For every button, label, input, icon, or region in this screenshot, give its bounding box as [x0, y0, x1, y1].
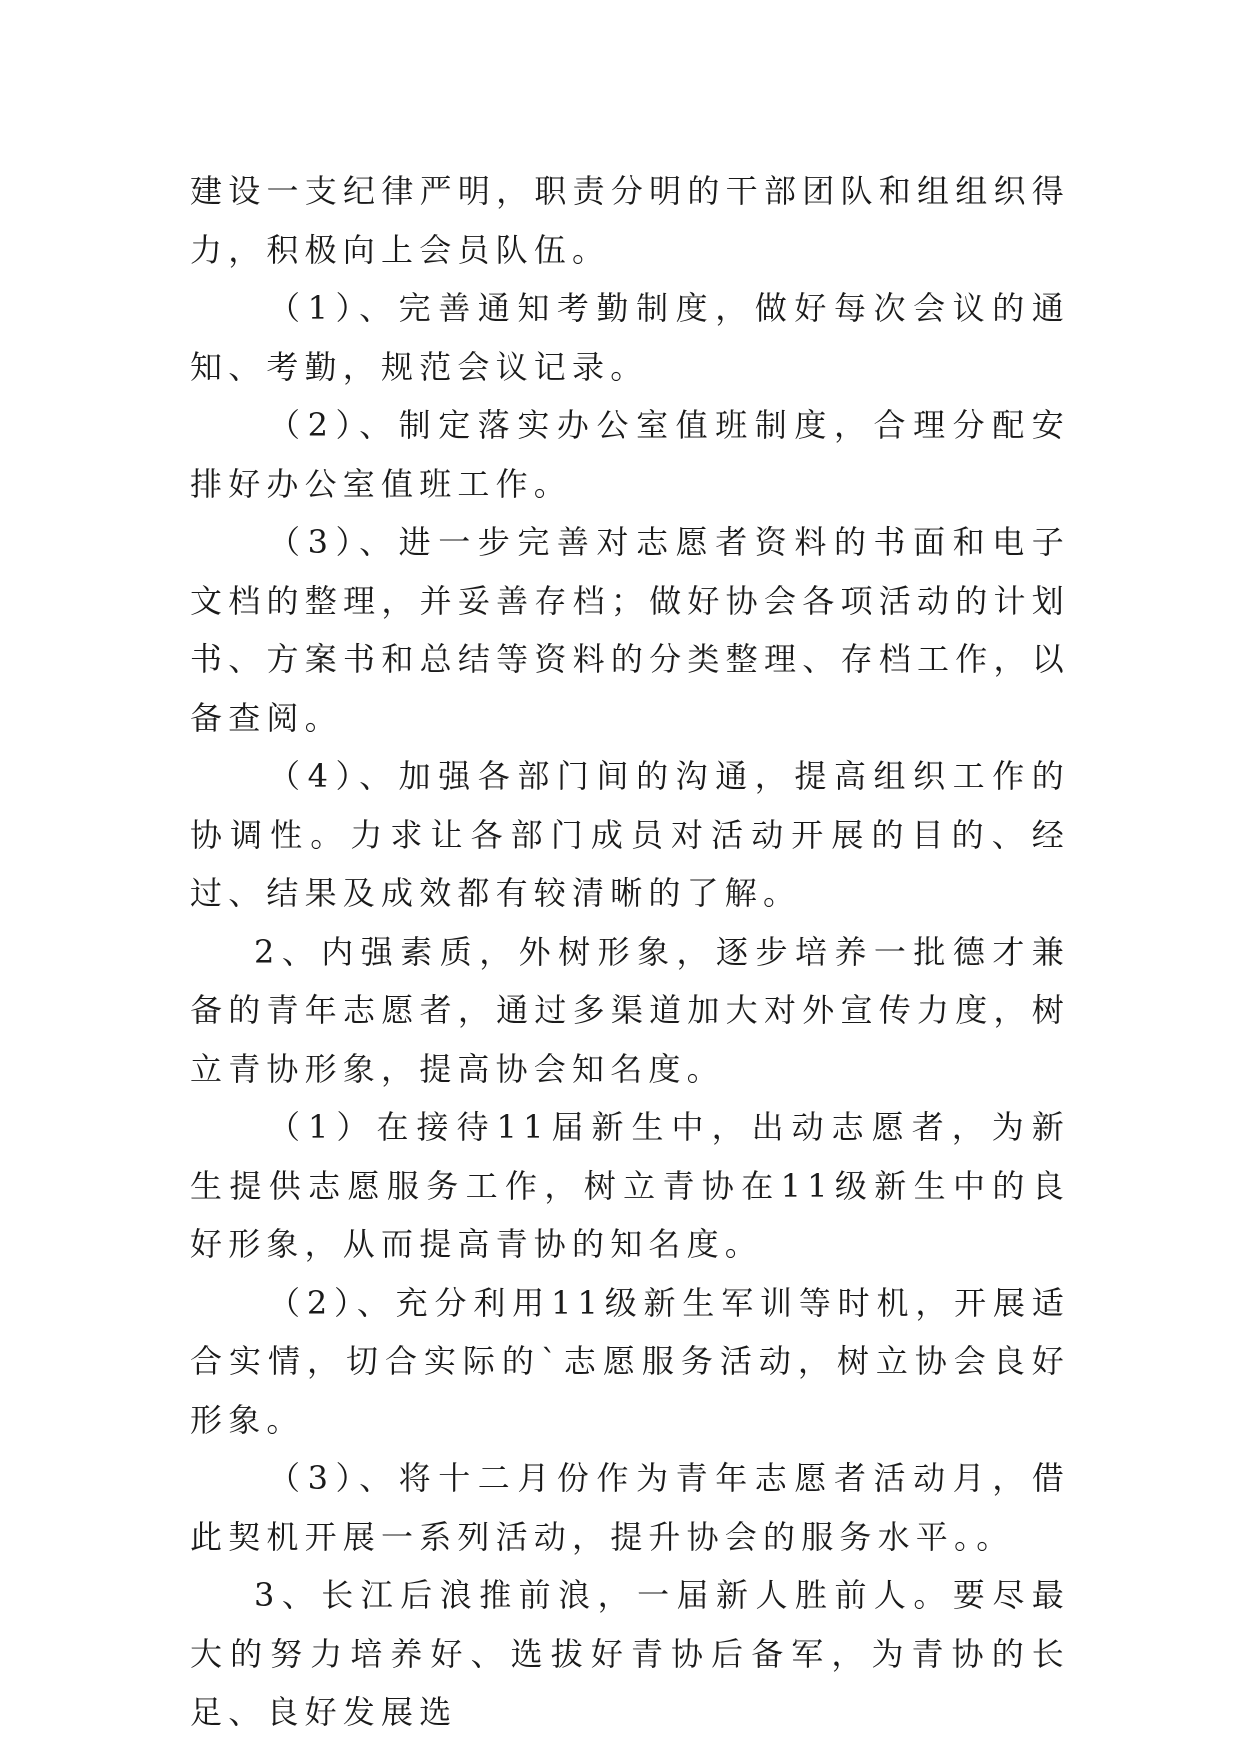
paragraph-item-3-archives: （3）、进一步完善对志愿者资料的书面和电子文档的整理，并妥善存档；做好协会各项活动的计划书、方案书和总结等资料的分类整理、存档工作，以备查阅。 — [190, 523, 1070, 737]
paragraph-item-2-duty: （2）、制定落实办公室值班制度，合理分配安排好办公室值班工作。 — [190, 406, 1070, 503]
paragraph-section-2-item-3: （3）、将十二月份作为青年志愿者活动月，借此契机开展一系列活动，提升协会的服务水平。。 — [190, 1459, 1070, 1556]
paragraph-section-2-image: 2、内强素质，外树形象，逐步培养一批德才兼备的青年志愿者，通过多渠道加大对外宣传力度，树立青协形象，提高协会知名度。 — [190, 932, 1070, 1088]
document-body — [190, 162, 1070, 1742]
paragraph-section-3-reserve: 3、长江后浪推前浪，一届新人胜前人。要尽最大的努力培养好、选拔好青协后备军，为青协的长足、良好发展选 — [190, 1576, 1070, 1731]
paragraph-item-4-communication: （4）、加强各部门间的沟通，提高组织工作的协调性。力求让各部门成员对活动开展的目的、经过、结果及成效都有较清晰的了解。 — [190, 757, 1070, 912]
paragraph-team-building: 建设一支纪律严明，职责分明的干部团队和组组织得力，积极向上会员队伍。 — [190, 172, 1070, 269]
paragraph-section-2-item-2: （2）、充分利用11级新生军训等时机，开展适合实情，切合实际的`志愿服务活动，树立协会良好形象。 — [190, 1283, 1070, 1439]
paragraph-section-2-item-1: （1）在接待11届新生中，出动志愿者，为新生提供志愿服务工作，树立青协在11级新生中的良好形象，从而提高青协的知名度。 — [190, 1108, 1070, 1263]
paragraph-item-1-attendance: （1）、完善通知考勤制度，做好每次会议的通知、考勤，规范会议记录。 — [190, 289, 1070, 386]
